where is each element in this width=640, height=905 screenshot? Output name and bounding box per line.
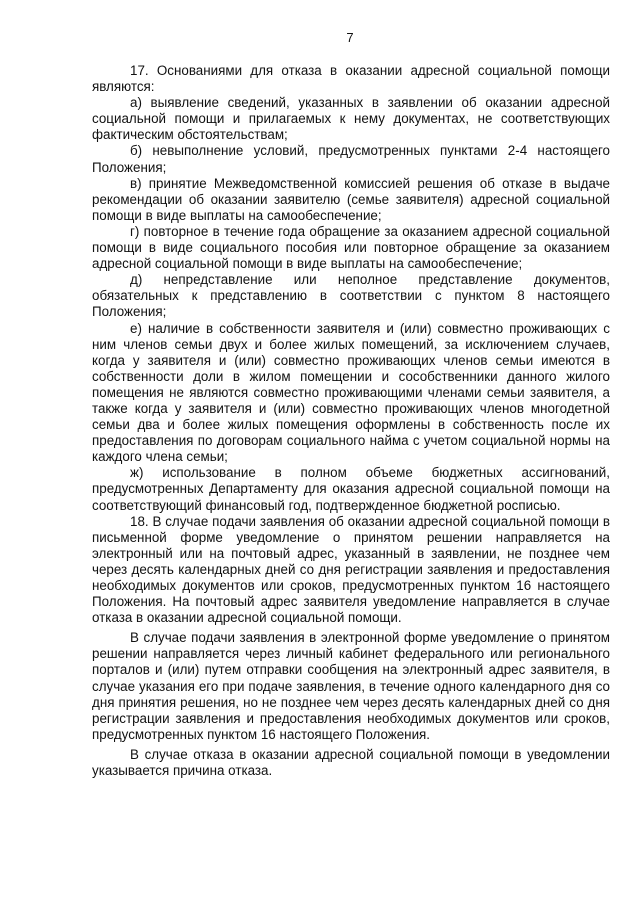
paragraph-subitem-a: а) выявление сведений, указанных в заявлении об оказании адресной социальной помощи и прилагаемых к нему документах, не соответствующих фактическим обстоятельствам; [92,95,610,143]
paragraph-electronic-notice: В случае подачи заявления в электронной форме уведомление о принятом решении направляется через личный кабинет федерального или регионального порталов и (или) путем отправки сообщения на электронный адрес заявителя, в случае указания его при подаче заявления, в течение одного календарного дня со дня принятия решения, но не позднее чем через десять календарных дней со дня регистрации заявления и предоставления необходимых документов или сроков, предусмотренных пунктом 16 настоящего Положения. [92,630,610,742]
document-body [92,63,610,779]
paragraph-refusal-reason: В случае отказа в оказании адресной социальной помощи в уведомлении указывается причина отказа. [92,746,610,779]
paragraph-subitem-g: г) повторное в течение года обращение за оказанием адресной социальной помощи в виде социального пособия или повторное обращение за оказанием адресной социальной помощи в виде выплаты на самообеспечение; [92,223,610,272]
paragraph-subitem-d: д) непредставление или неполное представление документов, обязательных к представлению в соответствии с пунктом 8 настоящего Положения; [92,272,610,320]
paragraph-item-18: 18. В случае подачи заявления об оказании адресной социальной помощи в письменной форме уведомление о принятом решении направляется на электронный или на почтовый адрес, указанный в заявлении, не позднее чем через десять календарных дней со дня регистрации заявления и предоставления необходимых документов или сроков, предусмотренных пунктом 16 настоящего Положения. На почтовый адрес заявителя уведомление направляется в случае отказа в оказании адресной социальной помощи. [92,513,610,626]
page-number: 7 [346,30,354,45]
paragraph-subitem-zh: ж) использование в полном объеме бюджетных ассигнований, предусмотренных Департаменту для оказания адресной социальной помощи на соответствующий финансовый год, подтвержденное бюджетной росписью. [92,465,610,513]
paragraph-subitem-v: в) принятие Межведомственной комиссией решения об отказе в выдаче рекомендации об оказании заявителю (семье заявителя) адресной социальной помощи в виде выплаты на самообеспечение; [92,175,610,223]
paragraph-subitem-e: е) наличие в собственности заявителя и (или) совместно проживающих с ним членов семьи двух и более жилых помещений, за исключением случаев, когда у заявителя и (или) совместно проживающих членов семьи имеются в собственности доли в жилом помещении и сособственники данного жилого помещения не являются совместно проживающими членами семьи заявителя, а также когда у заявителя и (или) совместно проживающих членов многодетной семьи два и более жилых помещения оформлены в собственность после их предоставления по договорам социального найма с учетом социальной нормы на каждого члена семьи; [92,320,610,465]
paragraph-subitem-b: б) невыполнение условий, предусмотренных пунктами 2-4 настоящего Положения; [92,143,610,175]
paragraph-item-17: 17. Основаниями для отказа в оказании адресной социальной помощи являются: [92,63,610,95]
